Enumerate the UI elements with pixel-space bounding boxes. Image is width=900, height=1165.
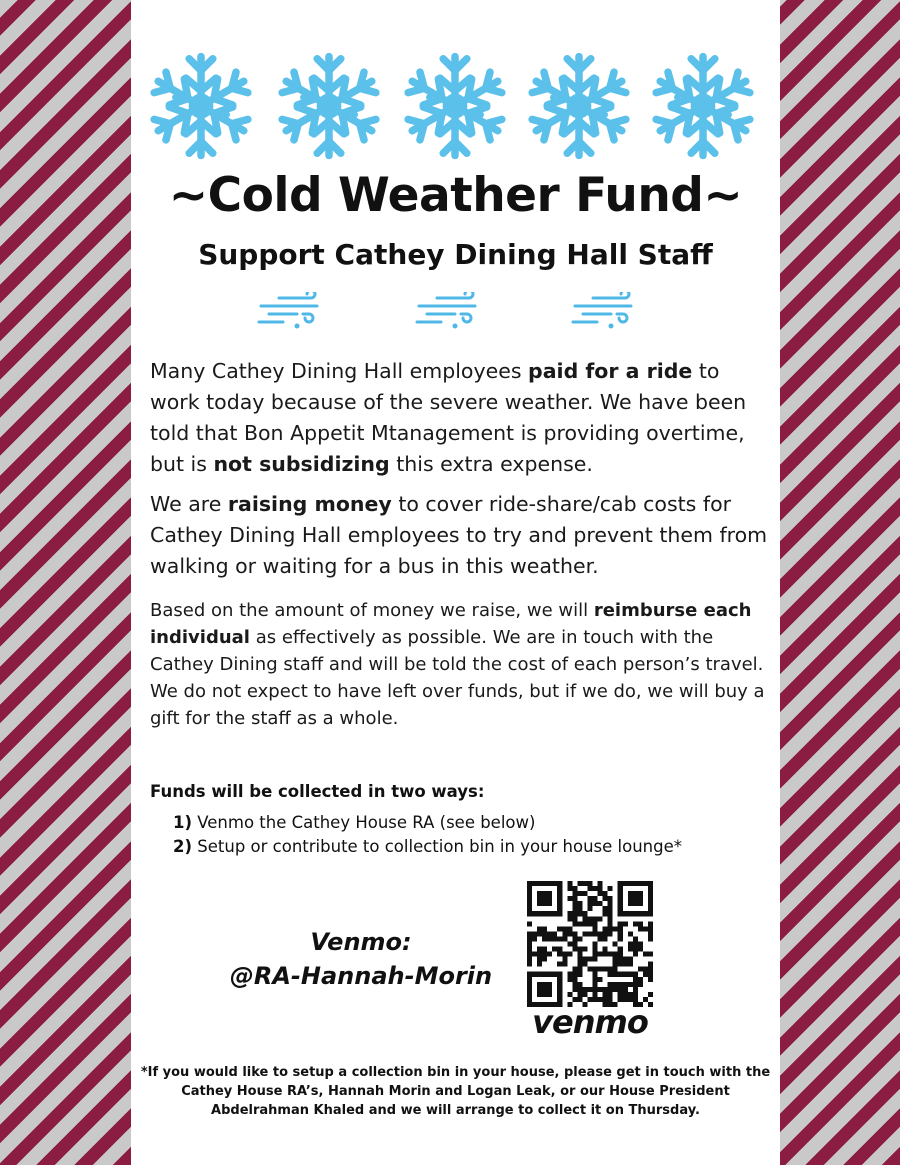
text-run: this extra expense.: [389, 452, 593, 476]
page-title: ~Cold Weather Fund~: [168, 168, 743, 223]
venmo-logo: venmo: [532, 1003, 648, 1041]
striped-border-right: [780, 0, 900, 1165]
page-subtitle: Support Cathey Dining Hall Staff: [198, 238, 713, 271]
venmo-info: [211, 925, 511, 993]
wind-icon: [571, 292, 637, 332]
list-text: Setup or contribute to collection bin in your house lounge*: [192, 837, 683, 856]
venmo-label: Venmo:: [310, 928, 412, 956]
venmo-qr-code[interactable]: [527, 881, 653, 1007]
snowflake-icon: [401, 48, 509, 164]
footnote: *If you would like to setup a collection bin in your house, please get in touch with the Cathey House RA’s, Hannah Morin and Logan Leak, or our House President Abdelrahman Khaled and we will arrange to collect it on Thursday.: [140, 1065, 771, 1118]
funds-heading: Funds will be collected in two ways:: [150, 782, 485, 801]
list-text: Venmo the Cathey House RA (see below): [192, 813, 536, 832]
paragraph-ride-costs: [150, 356, 770, 480]
bold-text: raising money: [227, 492, 392, 516]
list-item: [173, 811, 682, 835]
snowflake-icon: [525, 48, 633, 164]
snowflake-icon: [147, 48, 255, 164]
list-number: 1): [173, 813, 193, 832]
text-run: We are: [150, 492, 228, 516]
text-run: Based on the amount of money we raise, we will: [150, 600, 594, 621]
venmo-handle: @RA-Hannah-Morin: [229, 962, 493, 990]
text-run: to cover ride-share/cab costs for Cathey Dining Hall employees to try and prevent them from walking or waiting for a bus in this weather.: [150, 492, 768, 578]
list-item: [173, 835, 682, 859]
wind-icon: [415, 292, 481, 332]
bold-text: paid for a ride: [528, 359, 693, 383]
flyer-page: [131, 0, 780, 1165]
snowflake-row: [131, 48, 780, 164]
text-run: to work today because of the severe weather. We have been told that Bon Appetit Mtanagement is providing overtime, but is: [150, 359, 747, 476]
snowflake-icon: [275, 48, 383, 164]
snowflake-icon: [649, 48, 757, 164]
list-number: 2): [173, 837, 193, 856]
bold-text: reimburse each individual: [150, 600, 752, 648]
paragraph-reimbursement: [150, 597, 770, 732]
text-run: Many Cathey Dining Hall employees: [150, 359, 529, 383]
bold-text: not subsidizing: [213, 452, 390, 476]
wind-row: [131, 292, 780, 332]
paragraph-fundraising: [150, 489, 770, 582]
striped-border-left: [0, 0, 131, 1165]
funds-list: [173, 811, 682, 859]
text-run: as effectively as possible. We are in touch with the Cathey Dining staff and will be told the cost of each person’s travel. We do not expect to have left over funds, but if we do, we will buy a gift for the staff as a whole.: [150, 627, 765, 729]
wind-icon: [257, 292, 323, 332]
